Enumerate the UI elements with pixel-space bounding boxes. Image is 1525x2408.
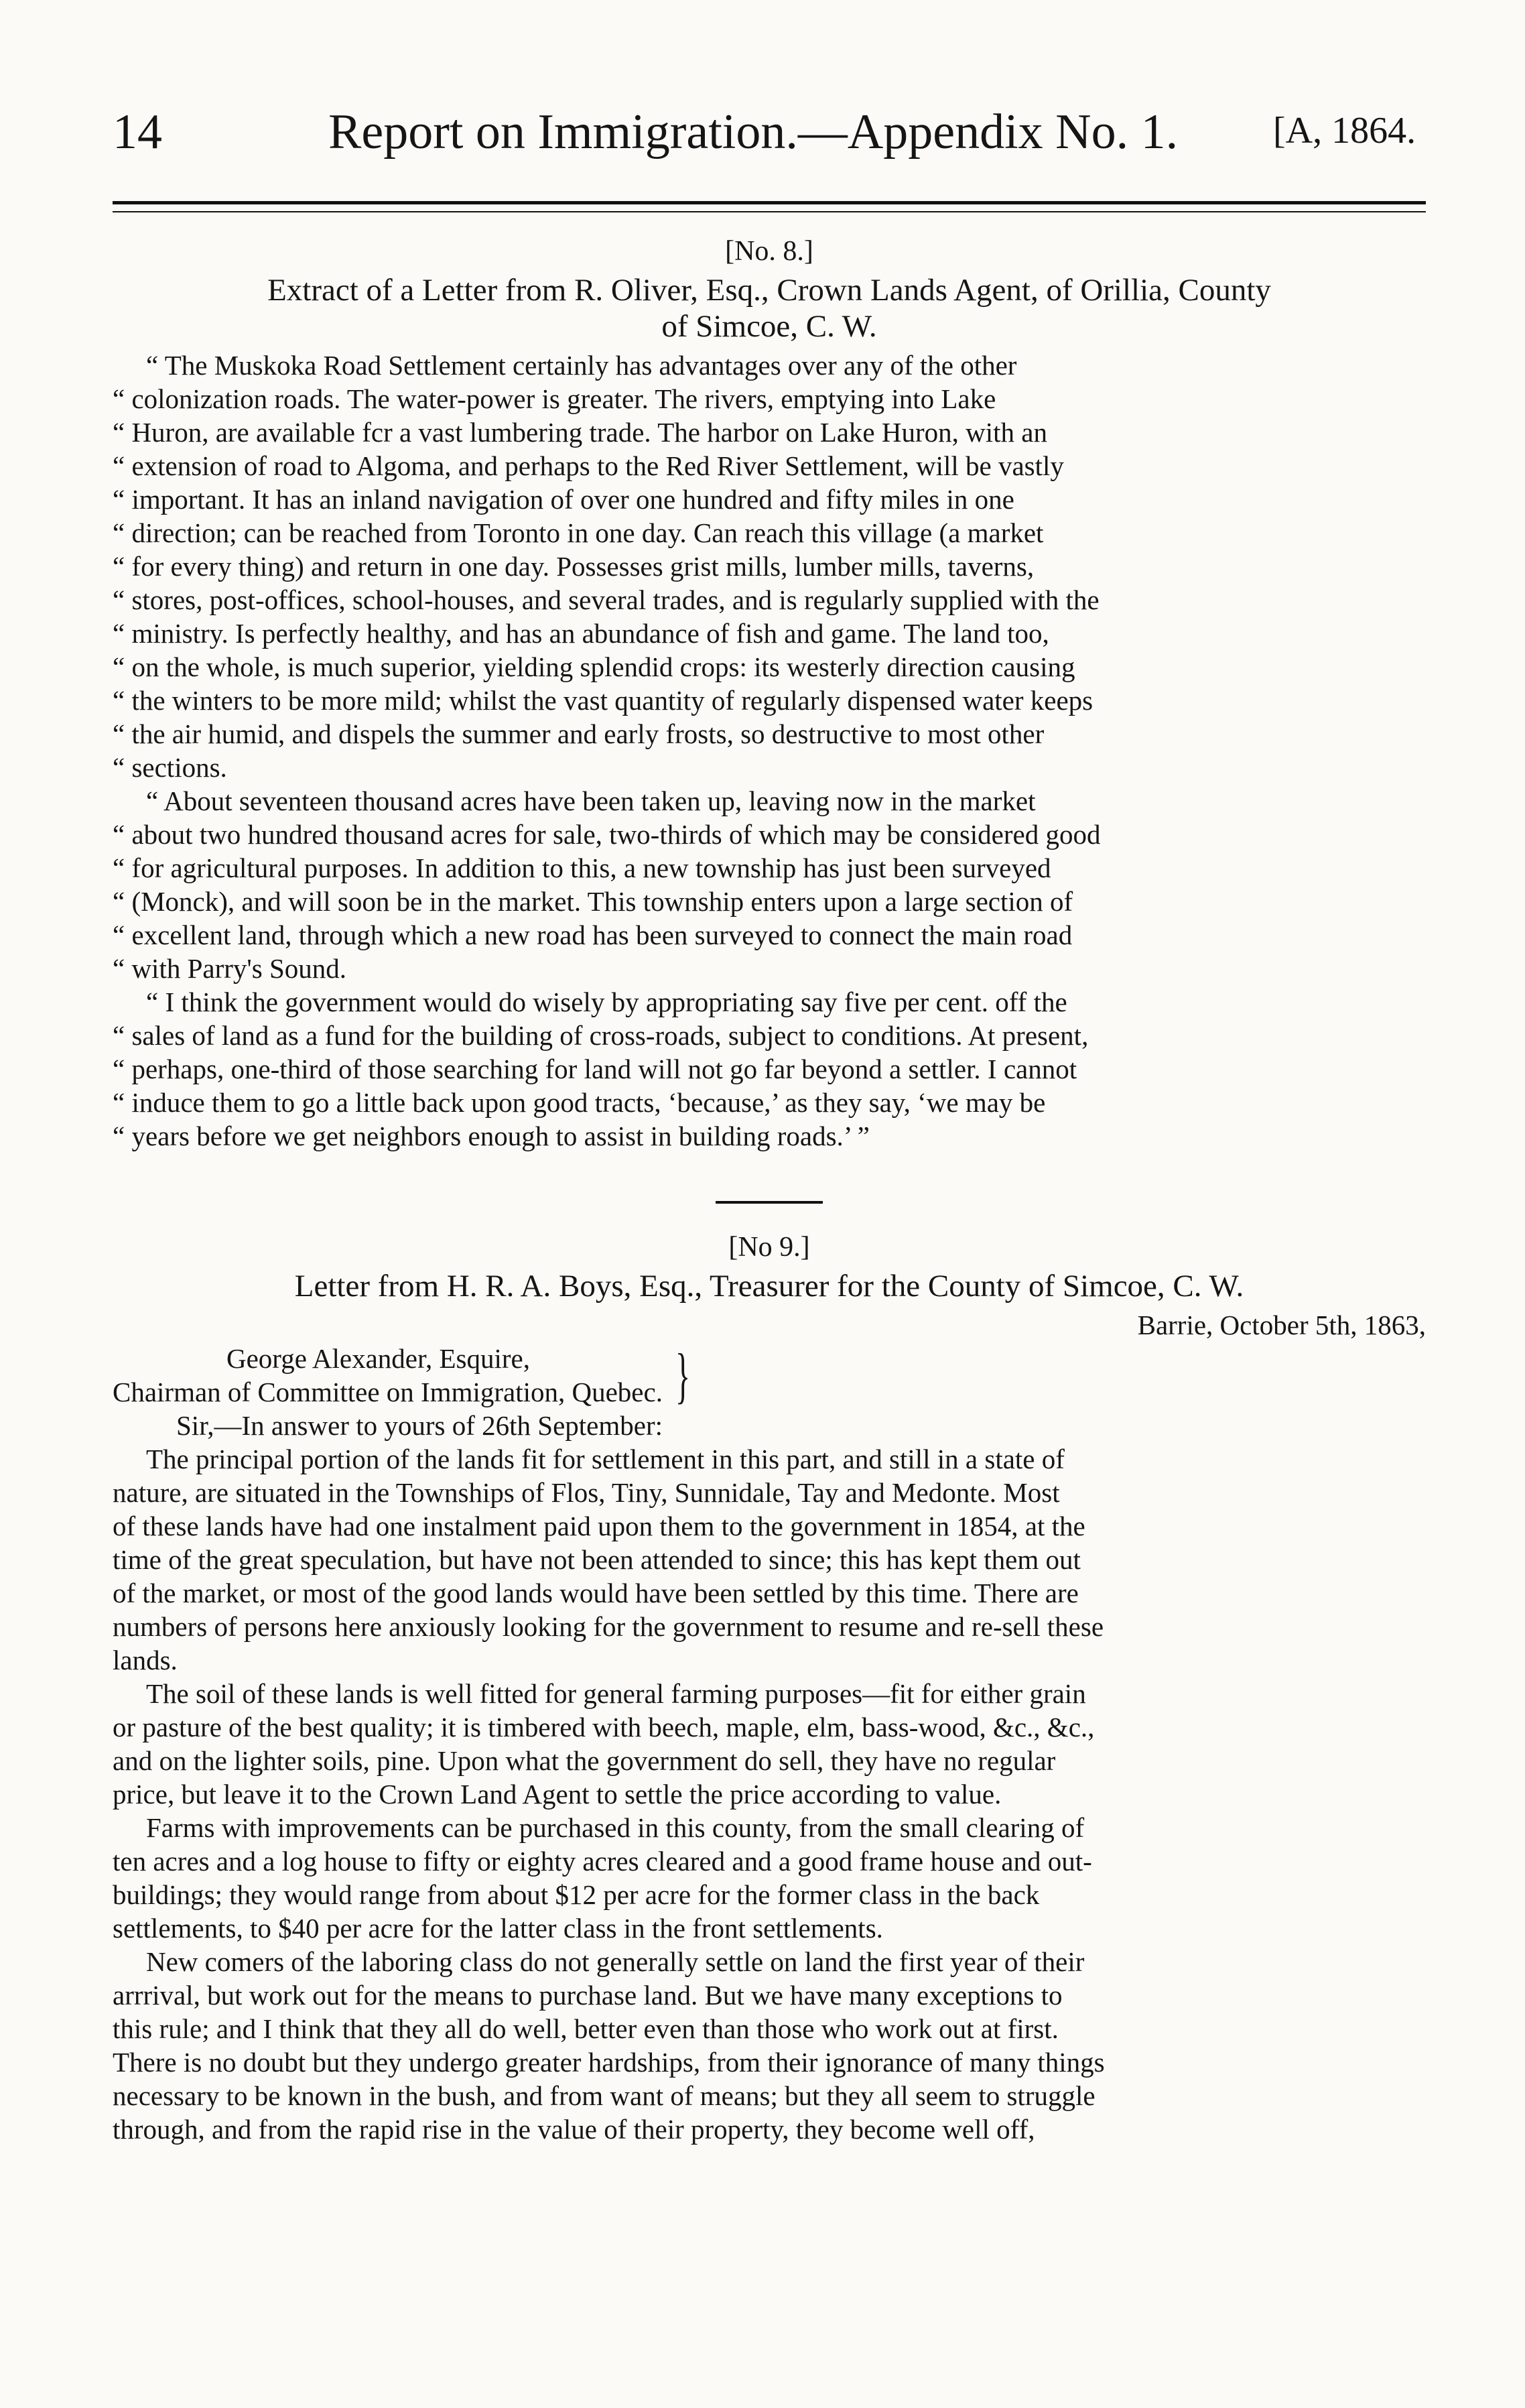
text-line: “ induce them to go a little back upon good tracts, ‘because,’ as they say, ‘we may be <box>113 1087 1046 1118</box>
text-line: necessary to be known in the bush, and from want of means; but they all seem to struggle <box>113 2080 1096 2111</box>
text-line: of the market, or most of the good lands would have been settled by this time. There are <box>113 1578 1079 1608</box>
text-line: “ on the whole, is much superior, yielding splendid crops: its westerly direction causing <box>113 651 1075 682</box>
text-line: “ for every thing) and return in one day. Possesses grist mills, lumber mills, taverns, <box>113 551 1035 582</box>
doc9-salutation: Sir,—In answer to yours of 26th September: <box>176 1410 663 1441</box>
text-line: “ about two hundred thousand acres for sale, two-thirds of which may be considered good <box>113 819 1101 850</box>
section-separator <box>716 1201 823 1204</box>
text-line: “ About seventeen thousand acres have been taken up, leaving now in the market <box>146 785 1036 816</box>
text-line: “ years before we get neighbors enough to assist in building roads.’ ” <box>113 1121 870 1151</box>
text-line: “ for agricultural purposes. In addition to this, a new township has just been surveyed <box>113 852 1051 883</box>
doc8-paragraph <box>113 784 1426 985</box>
text-line: time of the great speculation, but have not been attended to since; this has kept them out <box>113 1544 1081 1575</box>
doc8-heading-line: Extract of a Letter from R. Oliver, Esq., Crown Lands Agent, of Orillia, County <box>267 273 1271 308</box>
doc8-number: [No. 8.] <box>725 236 813 267</box>
doc8-paragraph <box>113 348 1426 784</box>
text-line: The principal portion of the lands fit for settlement in this part, and still in a state of <box>146 1444 1065 1474</box>
text-line: “ important. It has an inland navigation of over one hundred and fifty miles in one <box>113 484 1014 515</box>
text-line: The soil of these lands is well fitted for general farming purposes—fit for either grain <box>146 1678 1086 1709</box>
doc9-number: [No 9.] <box>728 1232 810 1263</box>
text-line: numbers of persons here anxiously looking for the government to resume and re-sell these <box>113 1611 1104 1642</box>
doc9-paragraph <box>113 1945 1426 2146</box>
text-line: New comers of the laboring class do not generally settle on land the first year of their <box>146 1946 1085 1977</box>
text-line: “ perhaps, one-third of those searching for land will not go far beyond a settler. I cannot <box>113 1054 1077 1084</box>
text-line: “ colonization roads. The water-power is greater. The rivers, emptying into Lake <box>113 383 996 414</box>
text-line: “ ministry. Is perfectly healthy, and has an abundance of fish and game. The land too, <box>113 618 1049 649</box>
text-line: or pasture of the best quality; it is timbered with beech, maple, elm, bass-wood, &c., &c., <box>113 1712 1095 1742</box>
session-label: [A, 1864. <box>1273 110 1416 151</box>
running-title: Report on Immigration.—Appendix No. 1. <box>328 105 1179 160</box>
doc9-addressee <box>113 1342 1426 1409</box>
text-line: settlements, to $40 per acre for the latter class in the front settlements. <box>113 1913 883 1944</box>
header-rule-thin <box>113 211 1426 212</box>
doc9-paragraph <box>113 1442 1426 1677</box>
header-rule-thick <box>113 201 1426 204</box>
doc9-place-date: Barrie, October 5th, 1863, <box>1137 1310 1426 1340</box>
addressee-line: Chairman of Committee on Immigration, Quebec. <box>113 1377 663 1407</box>
text-line: “ Huron, are available fcr a vast lumbering trade. The harbor on Lake Huron, with an <box>113 417 1047 448</box>
page-header <box>0 104 1525 160</box>
text-line: “ sales of land as a fund for the building of cross-roads, subject to conditions. At present, <box>113 1020 1089 1051</box>
text-line: “ The Muskoka Road Settlement certainly has advantages over any of the other <box>146 350 1017 381</box>
doc9-heading: Letter from H. R. A. Boys, Esq., Treasurer for the County of Simcoe, C. W. <box>294 1269 1244 1304</box>
text-line: “ the winters to be more mild; whilst the vast quantity of regularly dispensed water keeps <box>113 685 1093 716</box>
text-line: arrrival, but work out for the means to purchase land. But we have many exceptions to <box>113 1980 1063 2011</box>
text-line: this rule; and I think that they all do well, better even than those who work out at first. <box>113 2013 1059 2044</box>
text-line: “ direction; can be reached from Toronto in one day. Can reach this village (a market <box>113 517 1044 548</box>
text-line: through, and from the rapid rise in the value of their property, they become well off, <box>113 2114 1035 2145</box>
text-line: “ the air humid, and dispels the summer and early frosts, so destructive to most other <box>113 718 1045 749</box>
doc9-paragraph <box>113 1677 1426 1811</box>
page-number: 14 <box>113 105 162 160</box>
doc8-heading <box>113 272 1426 344</box>
text-line: There is no doubt but they undergo greater hardships, from their ignorance of many things <box>113 2047 1105 2078</box>
body-text <box>113 235 1426 2146</box>
text-line: “ with Parry's Sound. <box>113 953 347 984</box>
doc8-heading-line: of Simcoe, C. W. <box>661 309 877 344</box>
text-line: lands. <box>113 1645 178 1675</box>
brace-glyph: } <box>675 1341 691 1409</box>
text-line: and on the lighter soils, pine. Upon what the government do sell, they have no regular <box>113 1745 1056 1776</box>
text-line: “ excellent land, through which a new road has been surveyed to connect the main road <box>113 920 1073 950</box>
text-line: “ sections. <box>113 752 227 783</box>
addressee-lines <box>113 1342 663 1409</box>
addressee-line: George Alexander, Esquire, <box>226 1343 531 1374</box>
text-line: buildings; they would range from about $12 per acre for the former class in the back <box>113 1879 1040 1910</box>
doc8-paragraph <box>113 985 1426 1153</box>
text-line: Farms with improvements can be purchased in this county, from the small clearing of <box>146 1812 1085 1843</box>
text-line: nature, are situated in the Townships of Flos, Tiny, Sunnidale, Tay and Medonte. Most <box>113 1477 1060 1508</box>
text-line: ten acres and a log house to fifty or eighty acres cleared and a good frame house and out- <box>113 1846 1092 1877</box>
text-line: “ extension of road to Algoma, and perhaps to the Red River Settlement, will be vastly <box>113 450 1064 481</box>
text-line: of these lands have had one instalment paid upon them to the government in 1854, at the <box>113 1511 1085 1541</box>
text-line: “ (Monck), and will soon be in the market. This township enters upon a large section of <box>113 886 1073 917</box>
text-line: price, but leave it to the Crown Land Agent to settle the price according to value. <box>113 1779 1002 1810</box>
text-line: “ I think the government would do wisely by appropriating say five per cent. off the <box>146 987 1067 1017</box>
text-line: “ stores, post-offices, school-houses, and several trades, and is regularly supplied with the <box>113 584 1100 615</box>
doc9-paragraph <box>113 1811 1426 1945</box>
